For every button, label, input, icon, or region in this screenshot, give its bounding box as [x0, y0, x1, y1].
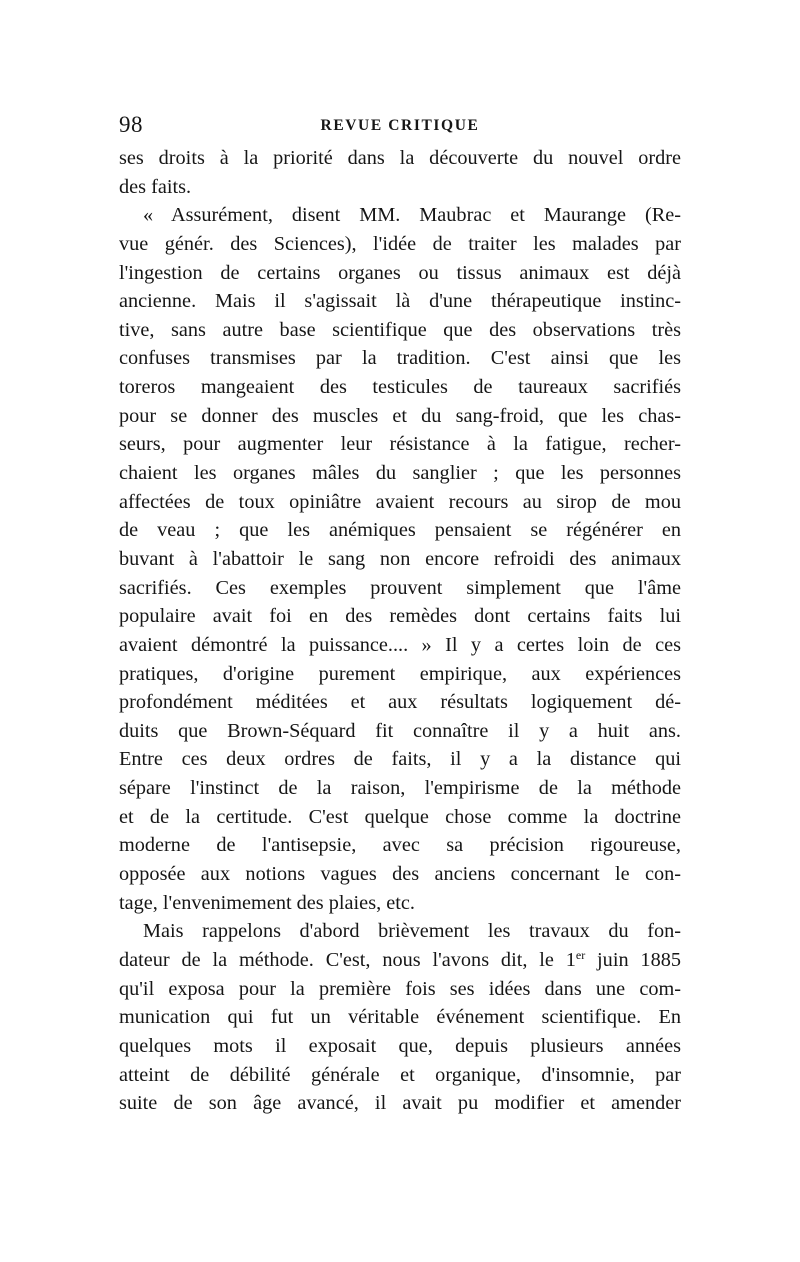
- text-line: opposée aux notions vagues des anciens concernant le con-: [119, 863, 681, 886]
- text-line: tive, sans autre base scientifique que des observations très: [119, 318, 681, 341]
- text-line: affectées de toux opiniâtre avaient recours au sirop de mou: [119, 490, 681, 513]
- running-title: REVUE CRITIQUE: [320, 117, 480, 134]
- text-line: et de la certitude. C'est quelque chose comme la doctrine: [119, 805, 681, 828]
- text-line: pratiques, d'origine purement empirique, aux expériences: [119, 662, 681, 685]
- running-head: [119, 112, 681, 142]
- text-line: confuses transmises par la tradition. C'est ainsi que les: [119, 347, 681, 370]
- text-line: tage, l'envenimement des plaies, etc.: [119, 891, 415, 914]
- text-line: toreros mangeaient des testicules de taureaux sacrifiés: [119, 376, 681, 399]
- text-line: avaient démontré la puissance.... » Il y a certes loin de ces: [119, 633, 681, 656]
- text-line: des faits.: [119, 175, 192, 198]
- text-line: chaient les organes mâles du sanglier ; que les personnes: [119, 462, 681, 485]
- text-line: sépare l'instinct de la raison, l'empirisme de la méthode: [119, 777, 681, 800]
- text-line: qu'il exposa pour la première fois ses idées dans une com-: [119, 977, 681, 1000]
- text-line: sacrifiés. Ces exemples prouvent simplement que l'âme: [119, 576, 681, 599]
- text-line: quelques mots il exposait que, depuis plusieurs années: [119, 1034, 681, 1057]
- text-line: de veau ; que les anémiques pensaient se régénérer en: [119, 519, 681, 542]
- text-line: munication qui fut un véritable événement scientifique. En: [119, 1006, 681, 1029]
- text-line: moderne de l'antisepsie, avec sa précision rigoureuse,: [119, 834, 681, 857]
- text-line: suite de son âge avancé, il avait pu modifier et amender: [119, 1092, 681, 1115]
- text-line: populaire avait foi en des remèdes dont certains faits lui: [119, 605, 681, 628]
- text-line: Mais rappelons d'abord brièvement les travaux du fon-: [143, 920, 681, 943]
- text-line: l'ingestion de certains organes ou tissus animaux est déjà: [119, 261, 681, 284]
- text-line: profondément méditées et aux résultats logiquement dé-: [119, 691, 681, 714]
- text-line: atteint de débilité générale et organique, d'insomnie, par: [119, 1063, 681, 1086]
- text-line: seurs, pour augmenter leur résistance à la fatigue, recher-: [119, 433, 681, 456]
- text-line: « Assurément, disent MM. Maubrac et Maurange (Re-: [143, 204, 681, 227]
- text-line: ses droits à la priorité dans la découverte du nouvel ordre: [119, 147, 681, 169]
- text-line: duits que Brown-Séquard fit connaître il y a huit ans.: [119, 719, 681, 742]
- body-text: [119, 144, 681, 1118]
- text-line: vue génér. des Sciences), l'idée de traiter les malades par: [119, 232, 681, 255]
- book-page: [119, 112, 681, 1118]
- text-line: pour se donner des muscles et du sang-froid, que les chas-: [119, 404, 681, 427]
- text-line: ancienne. Mais il s'agissait là d'une thérapeutique instinc-: [119, 290, 681, 313]
- text-line: buvant à l'abattoir le sang non encore refroidi des animaux: [119, 547, 681, 570]
- text-line: dateur de la méthode. C'est, nous l'avons dit, le 1er juin 1885: [119, 947, 681, 971]
- text-line: Entre ces deux ordres de faits, il y a la distance qui: [119, 748, 681, 771]
- page-number: 98: [119, 112, 143, 137]
